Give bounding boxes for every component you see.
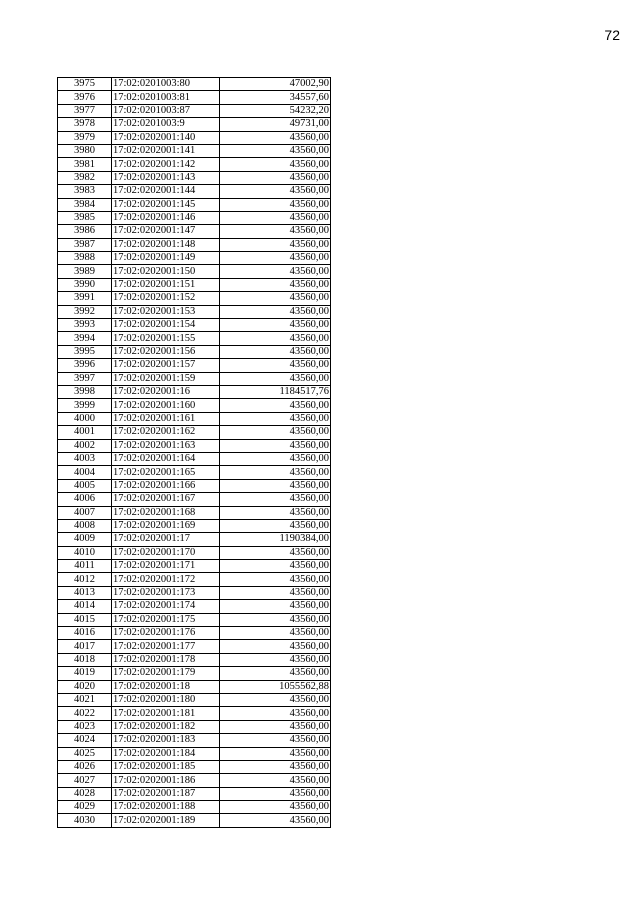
cadastral-number-cell: 17:02:0202001:187 <box>112 787 220 800</box>
row-number-cell: 3998 <box>58 385 112 398</box>
table-row <box>58 734 331 747</box>
row-number-cell: 4020 <box>58 680 112 693</box>
value-cell: 43560,00 <box>220 171 331 184</box>
table-row <box>58 426 331 439</box>
cadastral-number-cell: 17:02:0202001:172 <box>112 573 220 586</box>
row-number-cell: 4030 <box>58 814 112 827</box>
value-cell: 43560,00 <box>220 292 331 305</box>
row-number-cell: 3978 <box>58 118 112 131</box>
cadastral-number-cell: 17:02:0201003:9 <box>112 118 220 131</box>
value-cell: 43560,00 <box>220 265 331 278</box>
value-cell: 43560,00 <box>220 198 331 211</box>
value-cell: 49731,00 <box>220 118 331 131</box>
value-cell: 43560,00 <box>220 640 331 653</box>
row-number-cell: 4027 <box>58 774 112 787</box>
cadastral-number-cell: 17:02:0202001:171 <box>112 560 220 573</box>
row-number-cell: 4021 <box>58 693 112 706</box>
cadastral-number-cell: 17:02:0202001:160 <box>112 399 220 412</box>
cadastral-number-cell: 17:02:0202001:165 <box>112 466 220 479</box>
table-row <box>58 158 331 171</box>
table-row <box>58 252 331 265</box>
table-row <box>58 787 331 800</box>
table-row <box>58 667 331 680</box>
value-cell: 43560,00 <box>220 185 331 198</box>
value-cell: 43560,00 <box>220 734 331 747</box>
table-row <box>58 292 331 305</box>
value-cell: 43560,00 <box>220 319 331 332</box>
row-number-cell: 3994 <box>58 332 112 345</box>
cadastral-number-cell: 17:02:0202001:148 <box>112 238 220 251</box>
cadastral-value-table <box>57 77 331 828</box>
table-row <box>58 211 331 224</box>
value-cell: 43560,00 <box>220 439 331 452</box>
table-row <box>58 118 331 131</box>
value-cell: 43560,00 <box>220 627 331 640</box>
row-number-cell: 3990 <box>58 278 112 291</box>
cadastral-number-cell: 17:02:0202001:181 <box>112 707 220 720</box>
value-cell: 43560,00 <box>220 252 331 265</box>
value-cell: 43560,00 <box>220 519 331 532</box>
row-number-cell: 3984 <box>58 198 112 211</box>
row-number-cell: 4009 <box>58 533 112 546</box>
cadastral-number-cell: 17:02:0202001:149 <box>112 252 220 265</box>
cadastral-number-cell: 17:02:0202001:16 <box>112 385 220 398</box>
value-cell: 43560,00 <box>220 158 331 171</box>
row-number-cell: 4018 <box>58 653 112 666</box>
table-body <box>58 78 331 828</box>
value-cell: 43560,00 <box>220 774 331 787</box>
cadastral-number-cell: 17:02:0202001:183 <box>112 734 220 747</box>
cadastral-number-cell: 17:02:0202001:185 <box>112 760 220 773</box>
row-number-cell: 3989 <box>58 265 112 278</box>
row-number-cell: 4025 <box>58 747 112 760</box>
row-number-cell: 4006 <box>58 493 112 506</box>
row-number-cell: 4017 <box>58 640 112 653</box>
row-number-cell: 4005 <box>58 479 112 492</box>
cadastral-number-cell: 17:02:0202001:182 <box>112 720 220 733</box>
table-row <box>58 104 331 117</box>
table-row <box>58 144 331 157</box>
row-number-cell: 4028 <box>58 787 112 800</box>
cadastral-number-cell: 17:02:0202001:178 <box>112 653 220 666</box>
value-cell: 1190384,00 <box>220 533 331 546</box>
row-number-cell: 4012 <box>58 573 112 586</box>
cadastral-number-cell: 17:02:0202001:188 <box>112 801 220 814</box>
table-row <box>58 693 331 706</box>
row-number-cell: 4029 <box>58 801 112 814</box>
value-cell: 43560,00 <box>220 600 331 613</box>
cadastral-number-cell: 17:02:0202001:176 <box>112 627 220 640</box>
table-row <box>58 600 331 613</box>
table-row <box>58 238 331 251</box>
cadastral-number-cell: 17:02:0202001:180 <box>112 693 220 706</box>
table-row <box>58 586 331 599</box>
row-number-cell: 3975 <box>58 78 112 91</box>
cadastral-number-cell: 17:02:0202001:164 <box>112 452 220 465</box>
value-cell: 43560,00 <box>220 399 331 412</box>
row-number-cell: 4026 <box>58 760 112 773</box>
cadastral-number-cell: 17:02:0202001:179 <box>112 667 220 680</box>
value-cell: 43560,00 <box>220 693 331 706</box>
table-row <box>58 78 331 91</box>
cadastral-number-cell: 17:02:0202001:168 <box>112 506 220 519</box>
cadastral-number-cell: 17:02:0202001:140 <box>112 131 220 144</box>
row-number-cell: 4007 <box>58 506 112 519</box>
row-number-cell: 3986 <box>58 225 112 238</box>
cadastral-number-cell: 17:02:0202001:189 <box>112 814 220 827</box>
table-row <box>58 760 331 773</box>
row-number-cell: 4015 <box>58 613 112 626</box>
table-row <box>58 707 331 720</box>
cadastral-number-cell: 17:02:0202001:163 <box>112 439 220 452</box>
cadastral-number-cell: 17:02:0202001:186 <box>112 774 220 787</box>
cadastral-number-cell: 17:02:0202001:156 <box>112 345 220 358</box>
row-number-cell: 3987 <box>58 238 112 251</box>
cadastral-number-cell: 17:02:0202001:175 <box>112 613 220 626</box>
value-cell: 43560,00 <box>220 720 331 733</box>
cadastral-number-cell: 17:02:0202001:147 <box>112 225 220 238</box>
row-number-cell: 3999 <box>58 399 112 412</box>
row-number-cell: 3981 <box>58 158 112 171</box>
page-number: 72 <box>604 27 620 43</box>
value-cell: 47002,90 <box>220 78 331 91</box>
value-cell: 43560,00 <box>220 278 331 291</box>
value-cell: 43560,00 <box>220 372 331 385</box>
value-cell: 43560,00 <box>220 493 331 506</box>
value-cell: 43560,00 <box>220 760 331 773</box>
cadastral-number-cell: 17:02:0202001:154 <box>112 319 220 332</box>
cadastral-number-cell: 17:02:0202001:174 <box>112 600 220 613</box>
row-number-cell: 4008 <box>58 519 112 532</box>
value-cell: 43560,00 <box>220 546 331 559</box>
table-row <box>58 479 331 492</box>
row-number-cell: 4013 <box>58 586 112 599</box>
value-cell: 43560,00 <box>220 225 331 238</box>
cadastral-number-cell: 17:02:0202001:177 <box>112 640 220 653</box>
cadastral-number-cell: 17:02:0202001:151 <box>112 278 220 291</box>
table-row <box>58 533 331 546</box>
row-number-cell: 3976 <box>58 91 112 104</box>
cadastral-number-cell: 17:02:0202001:170 <box>112 546 220 559</box>
table-row <box>58 801 331 814</box>
row-number-cell: 3991 <box>58 292 112 305</box>
table-row <box>58 560 331 573</box>
table-row <box>58 332 331 345</box>
table-row <box>58 305 331 318</box>
value-cell: 43560,00 <box>220 667 331 680</box>
row-number-cell: 3993 <box>58 319 112 332</box>
value-cell: 43560,00 <box>220 466 331 479</box>
cadastral-number-cell: 17:02:0202001:155 <box>112 332 220 345</box>
value-cell: 43560,00 <box>220 747 331 760</box>
cadastral-number-cell: 17:02:0202001:157 <box>112 359 220 372</box>
value-cell: 43560,00 <box>220 479 331 492</box>
row-number-cell: 4019 <box>58 667 112 680</box>
cadastral-number-cell: 17:02:0202001:144 <box>112 185 220 198</box>
row-number-cell: 4002 <box>58 439 112 452</box>
cadastral-number-cell: 17:02:0202001:153 <box>112 305 220 318</box>
table-row <box>58 319 331 332</box>
row-number-cell: 4011 <box>58 560 112 573</box>
table-row <box>58 493 331 506</box>
value-cell: 1055562,88 <box>220 680 331 693</box>
table-row <box>58 198 331 211</box>
row-number-cell: 4024 <box>58 734 112 747</box>
row-number-cell: 3995 <box>58 345 112 358</box>
cadastral-number-cell: 17:02:0202001:173 <box>112 586 220 599</box>
cadastral-number-cell: 17:02:0202001:150 <box>112 265 220 278</box>
value-cell: 43560,00 <box>220 707 331 720</box>
value-cell: 43560,00 <box>220 345 331 358</box>
cadastral-number-cell: 17:02:0202001:143 <box>112 171 220 184</box>
row-number-cell: 4023 <box>58 720 112 733</box>
value-cell: 43560,00 <box>220 573 331 586</box>
value-cell: 43560,00 <box>220 586 331 599</box>
value-cell: 43560,00 <box>220 613 331 626</box>
value-cell: 43560,00 <box>220 211 331 224</box>
table-row <box>58 399 331 412</box>
cadastral-number-cell: 17:02:0202001:167 <box>112 493 220 506</box>
table-row <box>58 640 331 653</box>
value-cell: 43560,00 <box>220 332 331 345</box>
value-cell: 43560,00 <box>220 452 331 465</box>
row-number-cell: 3985 <box>58 211 112 224</box>
row-number-cell: 4000 <box>58 412 112 425</box>
row-number-cell: 4010 <box>58 546 112 559</box>
cadastral-number-cell: 17:02:0202001:142 <box>112 158 220 171</box>
table-row <box>58 91 331 104</box>
cadastral-number-cell: 17:02:0202001:141 <box>112 144 220 157</box>
value-cell: 43560,00 <box>220 359 331 372</box>
table-row <box>58 171 331 184</box>
table-row <box>58 774 331 787</box>
row-number-cell: 4016 <box>58 627 112 640</box>
value-cell: 43560,00 <box>220 814 331 827</box>
value-cell: 43560,00 <box>220 305 331 318</box>
table-row <box>58 466 331 479</box>
value-cell: 43560,00 <box>220 787 331 800</box>
row-number-cell: 3982 <box>58 171 112 184</box>
table-row <box>58 385 331 398</box>
table-row <box>58 265 331 278</box>
table-row <box>58 814 331 827</box>
cadastral-number-cell: 17:02:0202001:145 <box>112 198 220 211</box>
row-number-cell: 3992 <box>58 305 112 318</box>
value-cell: 43560,00 <box>220 426 331 439</box>
value-cell: 43560,00 <box>220 412 331 425</box>
cadastral-number-cell: 17:02:0202001:152 <box>112 292 220 305</box>
cadastral-number-cell: 17:02:0202001:18 <box>112 680 220 693</box>
table-row <box>58 372 331 385</box>
table-row <box>58 131 331 144</box>
cadastral-number-cell: 17:02:0202001:159 <box>112 372 220 385</box>
value-cell: 43560,00 <box>220 801 331 814</box>
table-row <box>58 439 331 452</box>
row-number-cell: 4004 <box>58 466 112 479</box>
cadastral-number-cell: 17:02:0202001:146 <box>112 211 220 224</box>
cadastral-number-cell: 17:02:0202001:184 <box>112 747 220 760</box>
value-cell: 34557,60 <box>220 91 331 104</box>
row-number-cell: 3977 <box>58 104 112 117</box>
value-cell: 43560,00 <box>220 653 331 666</box>
cadastral-number-cell: 17:02:0202001:169 <box>112 519 220 532</box>
table-row <box>58 359 331 372</box>
table-row <box>58 506 331 519</box>
cadastral-number-cell: 17:02:0201003:87 <box>112 104 220 117</box>
value-cell: 43560,00 <box>220 506 331 519</box>
row-number-cell: 3980 <box>58 144 112 157</box>
table-row <box>58 720 331 733</box>
cadastral-number-cell: 17:02:0202001:17 <box>112 533 220 546</box>
table-row <box>58 278 331 291</box>
value-cell: 54232,20 <box>220 104 331 117</box>
table-row <box>58 452 331 465</box>
table-row <box>58 653 331 666</box>
value-cell: 43560,00 <box>220 560 331 573</box>
row-number-cell: 4003 <box>58 452 112 465</box>
table-row <box>58 412 331 425</box>
table-row <box>58 185 331 198</box>
cadastral-number-cell: 17:02:0202001:162 <box>112 426 220 439</box>
table-row <box>58 225 331 238</box>
cadastral-number-cell: 17:02:0202001:161 <box>112 412 220 425</box>
table-row <box>58 519 331 532</box>
cadastral-number-cell: 17:02:0202001:166 <box>112 479 220 492</box>
table-row <box>58 573 331 586</box>
value-cell: 43560,00 <box>220 131 331 144</box>
value-cell: 43560,00 <box>220 144 331 157</box>
row-number-cell: 4022 <box>58 707 112 720</box>
value-cell: 1184517,76 <box>220 385 331 398</box>
row-number-cell: 3997 <box>58 372 112 385</box>
table-row <box>58 680 331 693</box>
cadastral-number-cell: 17:02:0201003:80 <box>112 78 220 91</box>
table-row <box>58 627 331 640</box>
table-row <box>58 747 331 760</box>
row-number-cell: 3979 <box>58 131 112 144</box>
cadastral-number-cell: 17:02:0201003:81 <box>112 91 220 104</box>
table-row <box>58 546 331 559</box>
table-row <box>58 345 331 358</box>
row-number-cell: 4014 <box>58 600 112 613</box>
row-number-cell: 3988 <box>58 252 112 265</box>
row-number-cell: 3996 <box>58 359 112 372</box>
row-number-cell: 4001 <box>58 426 112 439</box>
value-cell: 43560,00 <box>220 238 331 251</box>
row-number-cell: 3983 <box>58 185 112 198</box>
table-row <box>58 613 331 626</box>
